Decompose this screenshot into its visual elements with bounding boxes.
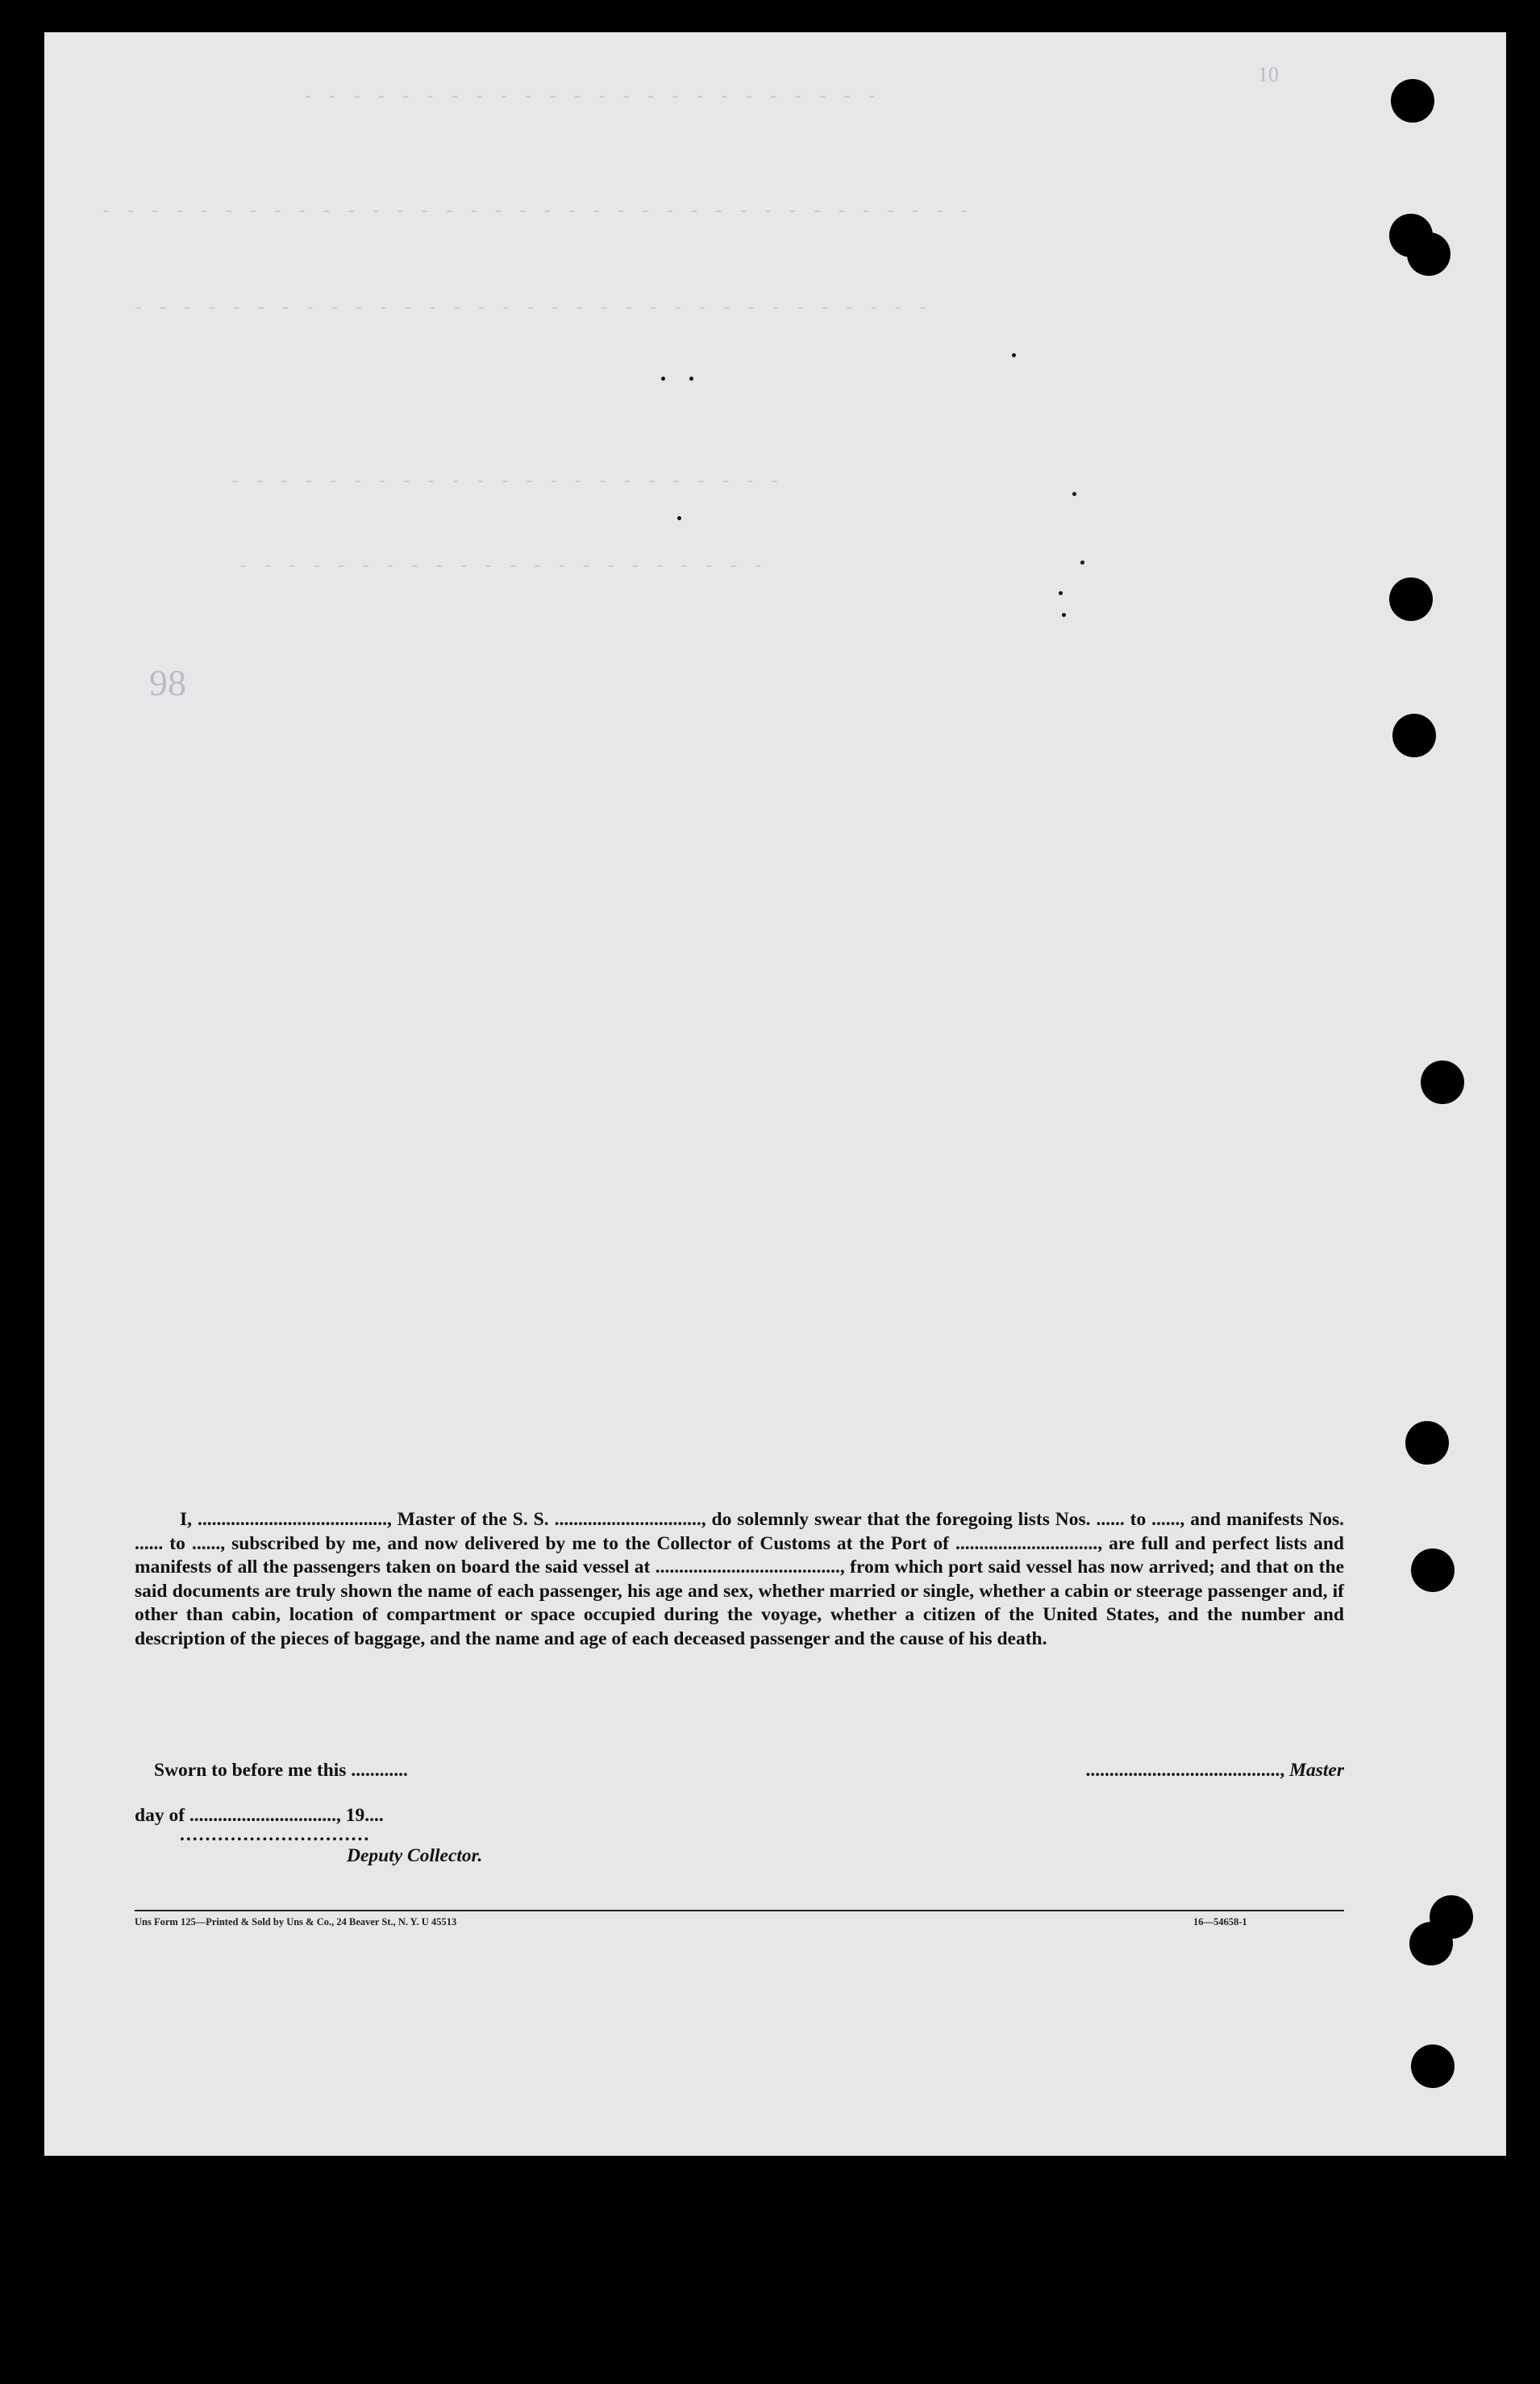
speck [677,516,681,520]
binder-hole [1411,1548,1455,1592]
bleed-through-line: - - - - - - - - - - - - - - - - - - - - - - - [230,472,782,492]
bleed-through-line: - - - - - - - - - - - - - - - - - - - - - - - - - - - - - - - - - [133,298,930,319]
form-number: 16—54658-1 [1193,1916,1247,1928]
sworn-row [135,1760,1344,1782]
bleed-through-line: - - - - - - - - - - - - - - - - - - - - - - [238,556,765,577]
bleed-through-line: - - - - - - - - - - - - - - - - - - - - - - - - - - - - - - - - - - - - [101,202,972,222]
speck [689,377,693,381]
day-text: day of ..............................., 19.... [135,1805,384,1826]
speck [1059,591,1063,595]
speck [1080,561,1084,565]
form-imprint: Uns Form 125—Printed & Sold by Uns & Co., 24 Beaver St., N. Y. U 45513 [135,1916,457,1928]
binder-hole [1421,1061,1464,1104]
faint-margin-number: 98 [149,662,186,703]
speck [661,377,665,381]
binder-hole [1411,2044,1455,2088]
footer-rule [135,1910,1344,1911]
document-page [44,32,1506,2156]
deputy-dots: .............................. [180,1824,371,1845]
faint-top-number: 10 [1258,63,1279,86]
bleed-through-heading: - - - - - - - - - - - - - - - - - - - - - - - - [302,87,879,107]
master-label: Master [1289,1760,1344,1781]
sworn-text: Sworn to before me this ............ [154,1760,408,1781]
oath-text: I, ........................................, Master of the S. S. ..............................., do solemnly swear that the foregoing lists Nos. ...... to ......, and manifests Nos. ...... to ......, subscribed by me, and now delivered by me to the Collector of Customs at the Port of .............................., are full and perfect lists and manifests of all the passengers taken on board the said vessel at ......................................., from which port said vessel has now arrived; and that on the said documents are truly shown the name of each passenger, his age and sex, whether married or single, whether a cabin or steerage passenger and, if other than cabin, location of compartment or space occupied during the voyage, whether a citizen of the United States, and the number and description of the pieces of baggage, and the name and age of each deceased passenger and the cause of his death. [135,1509,1344,1649]
binder-hole [1409,1922,1453,1965]
day-row [135,1805,1344,1827]
binder-hole [1389,577,1433,621]
binder-hole [1407,232,1451,276]
binder-hole [1391,79,1434,123]
binder-hole [1405,1421,1449,1465]
speck [1012,353,1016,357]
binder-hole [1392,714,1436,757]
deputy-collector-label: Deputy Collector. [347,1845,483,1866]
master-signature [1085,1760,1344,1782]
speck [1072,492,1076,496]
master-oath [135,1508,1344,1651]
speck [1062,613,1066,617]
master-dots: ........................................., [1085,1760,1285,1781]
